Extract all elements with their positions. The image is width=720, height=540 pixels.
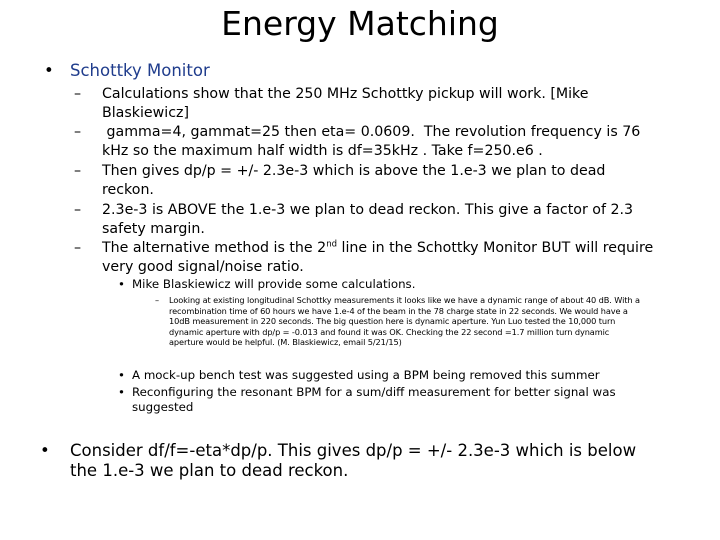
sub-bullet-text bbox=[102, 239, 654, 276]
sub4-text: Looking at existing longitudinal Schottky measurements it looks like we have a dynamic range of about 40 dB. With a recombination time of 60 hours we have 1.e-4 of the beam in the 78 charge state in 22 seconds. We would have a 10dB measurement in 220 seconds. The big question here is dynamic aperture. Yun Luo tested the 10,000 turn dynamic aperture with dp/p = -0.013 and found it was OK. Checking the 22 second =1.7 million turn dynamic aperture would be helpful. (M. Blaskiewicz, email 5/21/15) bbox=[169, 295, 640, 348]
sub3-text: Reconfiguring the resonant BPM for a sum/diff measurement for better signal was suggested bbox=[132, 385, 616, 414]
superscript: nd bbox=[326, 239, 337, 250]
bullet-marker: • bbox=[44, 61, 54, 80]
dash-marker: – bbox=[74, 202, 82, 218]
sub-bullet-text: Then gives dp/p = +/- 2.3e-3 which is above the 1.e-3 we plan to dead reckon. bbox=[102, 163, 606, 198]
bullet-marker: • bbox=[118, 368, 125, 382]
bullet-marker: • bbox=[118, 385, 125, 399]
dash-marker: – bbox=[74, 86, 82, 102]
sub-bullet-dpp bbox=[74, 162, 654, 199]
bullet-text: Consider df/f=-eta*dp/p. This gives dp/p = +/- 2.3e-3 which is below the 1.e-3 we plan to dead reckon. bbox=[70, 441, 637, 480]
sub3-bullet-reconfiguring bbox=[118, 385, 648, 415]
sub3-bullet-mike bbox=[118, 277, 638, 292]
sub3-text: A mock-up bench test was suggested using a BPM being removed this summer bbox=[132, 368, 600, 382]
sub4-bullet-looking bbox=[155, 295, 645, 348]
slide-title: Energy Matching bbox=[221, 4, 499, 43]
text-post: line in the Schottky Monitor BUT will require very good signal/noise ratio. bbox=[102, 240, 654, 275]
bullet-marker: • bbox=[118, 277, 125, 291]
sub-bullet-text: Calculations show that the 250 MHz Schottky pickup will work. [Mike Blaskiewicz] bbox=[102, 86, 589, 121]
sub-bullet-gamma bbox=[74, 123, 654, 160]
bullet-text: Schottky Monitor bbox=[70, 61, 210, 80]
sub-bullet-text: gamma=4, gammat=25 then eta= 0.0609. The revolution frequency is 76 kHz so the maximum half width is df=35kHz . Take f=250.e6 . bbox=[102, 124, 645, 159]
dash-marker: – bbox=[74, 240, 82, 256]
sub3-text: Mike Blaskiewicz will provide some calculations. bbox=[132, 277, 416, 291]
sub-bullet-alternative bbox=[74, 239, 654, 276]
sub-bullet-above bbox=[74, 201, 654, 238]
dash-marker: – bbox=[74, 163, 82, 179]
sub-bullet-text: 2.3e-3 is ABOVE the 1.e-3 we plan to dead reckon. This give a factor of 2.3 safety margin. bbox=[102, 202, 634, 237]
dash-marker: – bbox=[155, 295, 160, 305]
sub-bullet-calculations bbox=[74, 85, 654, 122]
text-pre: The alternative method is the 2 bbox=[102, 240, 327, 256]
bullet-schottky-monitor bbox=[44, 61, 684, 81]
bullet-marker: • bbox=[40, 441, 50, 460]
bullet-consider bbox=[40, 441, 660, 481]
sub3-bullet-mockup bbox=[118, 368, 648, 383]
dash-marker: – bbox=[74, 124, 82, 140]
